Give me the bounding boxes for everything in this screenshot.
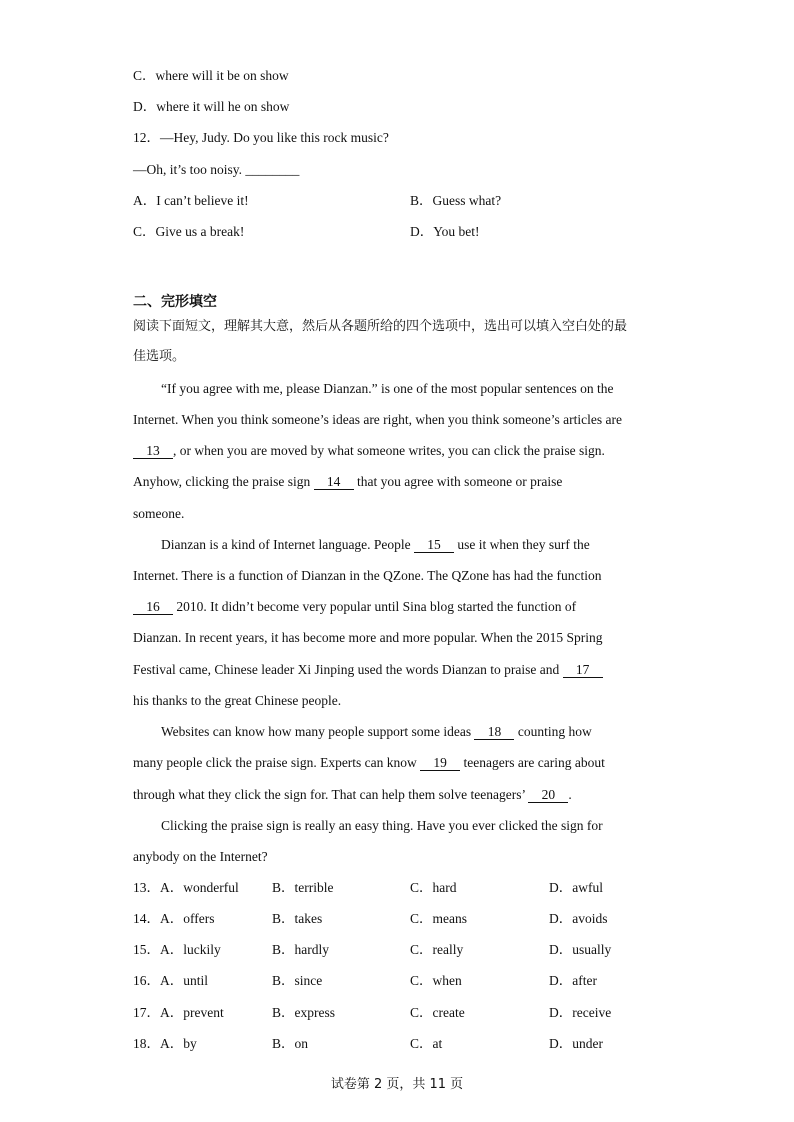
q12-reply: —Oh, it’s too noisy. ________ <box>133 162 300 177</box>
q12-option-c: C．Give us a break! <box>133 224 245 239</box>
page-footer: 试卷第 2 页，共 11 页 <box>330 1077 464 1092</box>
section-instruction-line1: 阅读下面短文，理解其大意，然后从各题所给的四个选项中，选出可以填入空白处的最 <box>133 319 628 334</box>
exam-page: C．where will it be on show D．where it will he on show 12．—Hey, Judy. Do you like this rock music? —Oh, it’s too noisy. ________ A．I can’t believe it! B．Guess what? C．Give us a break! D．You bet! 二、完形填空 阅读下面短文，理解其大意，然后从各题所给的四个选项中，选出可以填入空白处的最 佳选项。 “If you agree with me, please Dianzan.” is one of the most popular sentences on the Internet. When you think someone’s ideas are right, when you think someone’s articles are 13 , or when you are moved by what someone writes, you can click the praise sign. Anyhow, clicking the praise sign 14 that you agree with someone or praise someone. Dianzan is a kind of Internet language. People 15 use it when they surf the Internet. There is a function of Dianzan in the QZone. The QZone has had the function 16 2010. It didn’t become very popular until Sina blog started the function of Dianzan. In recent years, it has become more and more popular. When the 2015 Spring Festival came, Chinese leader Xi Jinping used the words Dianzan to praise and 17 his thanks to the great Chinese people. Websites can know how many people support some ideas 18 counting how many people click the praise sign. Experts can know 19 teenagers are caring about through what they click the sign for. That can help them solve teenagers’ 20 . Clicking the praise sign is really an easy thing. Have you ever clicked the sign for anybody on the Internet? 13．A．wonderful B．terrible C．hard D．awful 14．A．offers B．takes C．means D．avoids 15．A．luckily B．hardly C．really D．usually 16．A．until B．since C．when D．after 17．A．prevent B．express C．create D．receive 18．A．by B．on C．at D．under 试卷第 2 页，共 11 页 <box>0 0 794 1122</box>
q11-option-d: D．where it will he on show <box>133 99 290 114</box>
passage-p3-line3: through what they click the sign for. That can help them solve teenagers’ 20 . <box>133 787 572 802</box>
passage-p2-line4: Dianzan. In recent years, it has become more and more popular. When the 2015 Spring <box>133 630 603 645</box>
blank-16: 16 <box>133 600 173 615</box>
q12-option-b: B．Guess what? <box>410 193 502 208</box>
blank-20: 20 <box>528 788 568 803</box>
passage-p1-line5: someone. <box>133 506 185 521</box>
passage-p3-line1: Websites can know how many people support some ideas 18 counting how <box>161 724 592 739</box>
passage-p4-line1: Clicking the praise sign is really an easy thing. Have you ever clicked the sign for <box>161 818 603 833</box>
q12-option-d: D．You bet! <box>410 224 480 239</box>
passage-p3-line2: many people click the praise sign. Experts can know 19 teenagers are caring about <box>133 755 605 770</box>
q12-stem: 12．—Hey, Judy. Do you like this rock music? <box>133 130 389 145</box>
section-heading: 二、完形填空 <box>133 294 217 310</box>
passage-p1-line4: Anyhow, clicking the praise sign 14 that you agree with someone or praise <box>133 474 563 489</box>
blank-14: 14 <box>314 475 354 490</box>
blank-13: 13 <box>133 444 173 459</box>
blank-15: 15 <box>414 538 454 553</box>
passage-p1-line3: 13 , or when you are moved by what someone writes, you can click the praise sign. <box>133 442 605 460</box>
section-instruction-line2: 佳选项。 <box>133 349 186 364</box>
blank-17: 17 <box>563 663 603 678</box>
passage-p2-line6: his thanks to the great Chinese people. <box>133 693 342 708</box>
passage-p2-line1: Dianzan is a kind of Internet language. People 15 use it when they surf the <box>161 537 590 552</box>
q12-option-a: A．I can’t believe it! <box>133 193 249 208</box>
passage-p2-line5: Festival came, Chinese leader Xi Jinping used the words Dianzan to praise and 17 <box>133 661 603 679</box>
passage-p1-line2: Internet. When you think someone’s ideas are right, when you think someone’s articles are <box>133 412 622 427</box>
passage-p2-line3: 16 2010. It didn’t become very popular until Sina blog started the function of <box>133 598 576 616</box>
q11-option-c: C．where will it be on show <box>133 68 289 83</box>
passage-p1-line1: “If you agree with me, please Dianzan.” is one of the most popular sentences on the <box>161 381 614 396</box>
passage-p2-line2: Internet. There is a function of Dianzan in the QZone. The QZone has had the function <box>133 568 602 583</box>
passage-p4-line2: anybody on the Internet? <box>133 849 268 864</box>
blank-18: 18 <box>474 725 514 740</box>
blank-19: 19 <box>420 756 460 771</box>
